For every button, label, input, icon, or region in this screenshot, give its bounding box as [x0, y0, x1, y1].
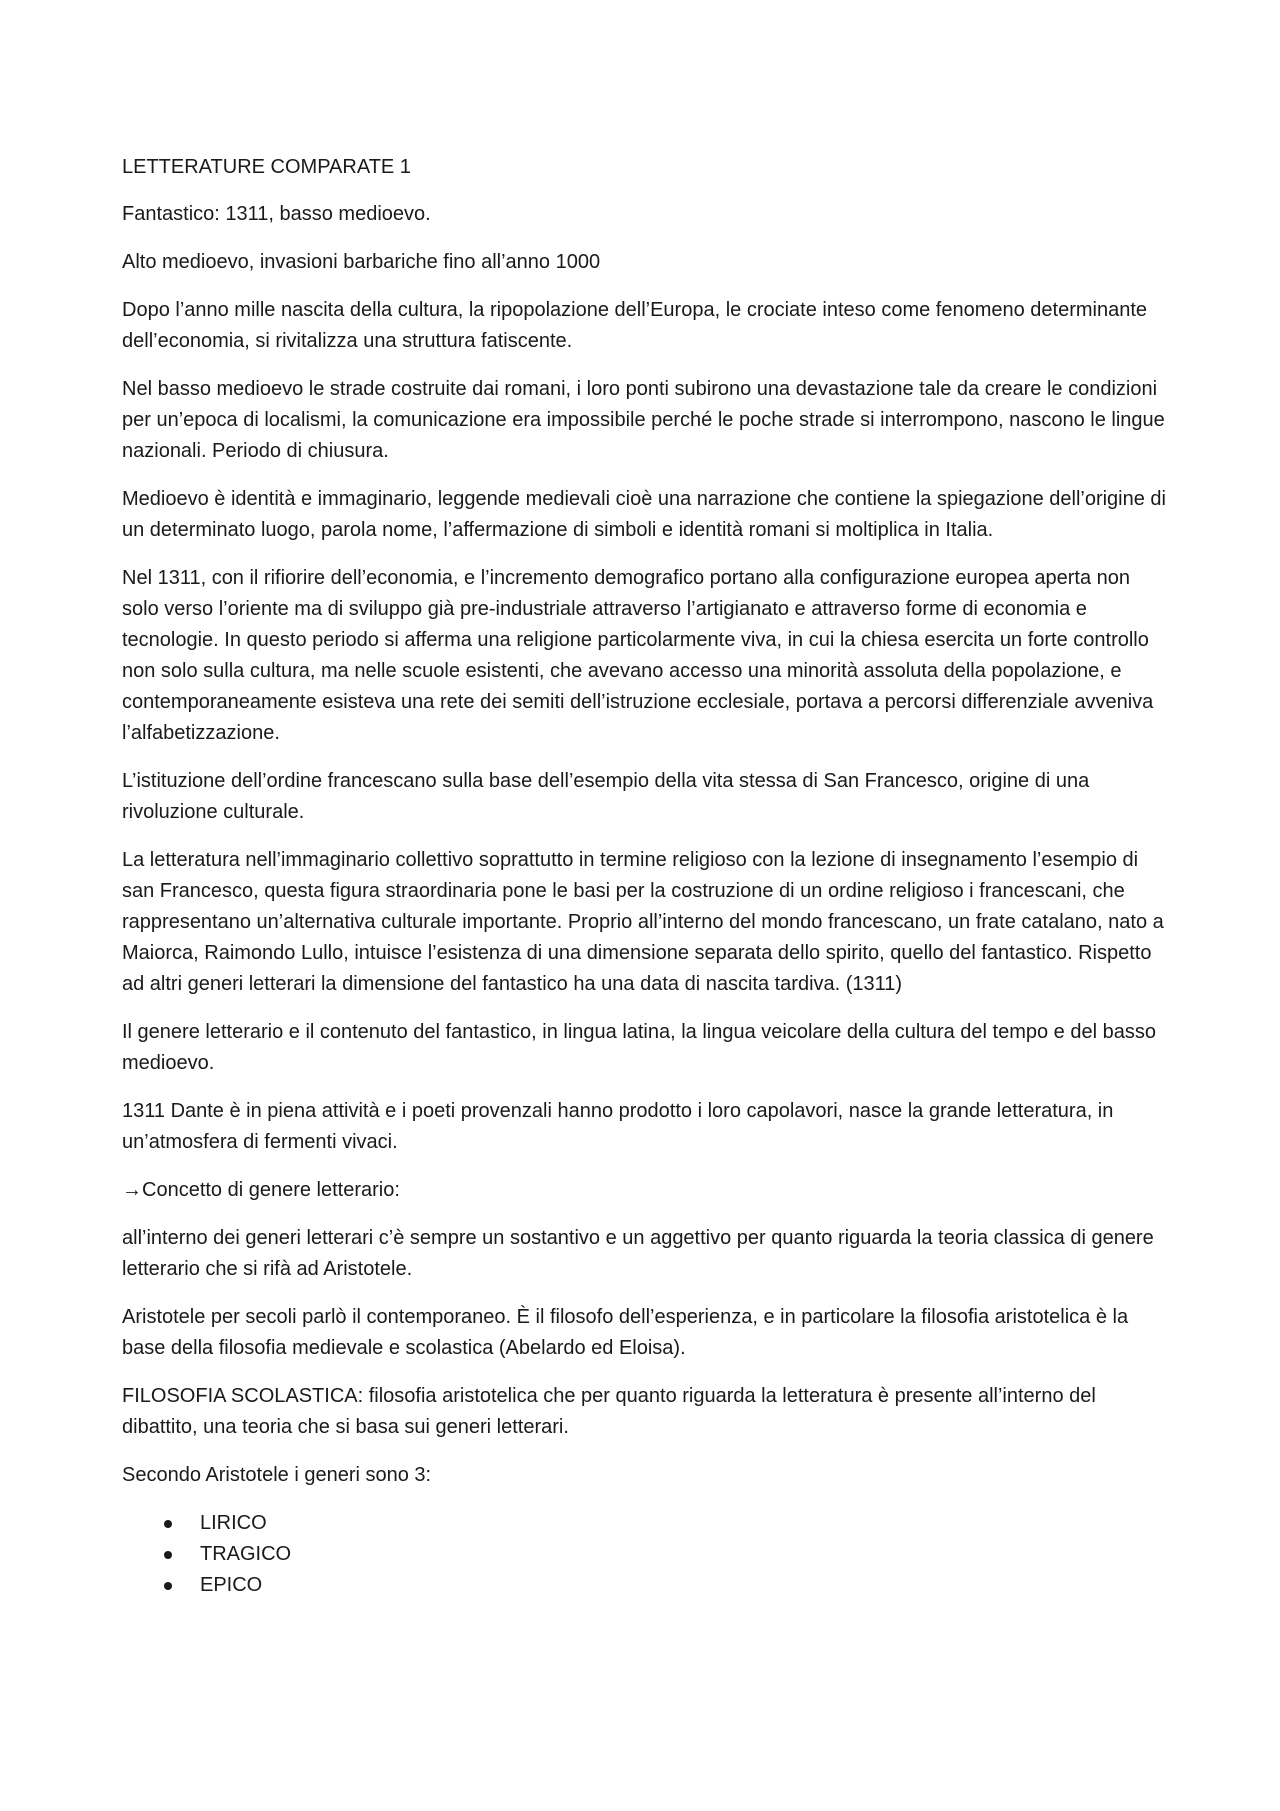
paragraph: Dopo l’anno mille nascita della cultura, la ripopolazione dell’Europa, le crociate inteso come fenomeno determinante dell’economia, si rivitalizza una struttura fatiscente.: [122, 299, 1148, 352]
document-body: [122, 152, 1172, 1601]
paragraph: Nel basso medioevo le strade costruite dai romani, i loro ponti subirono una devastazione tale da creare le condizioni per un’epoca di localismi, la comunicazione era impossibile perché le poche strade si interrompono, nascono le lingue nazionali. Periodo di chiusura.: [122, 378, 1165, 462]
genre-label: EPICO: [200, 1574, 263, 1596]
paragraph: Fantastico: 1311, basso medioevo.: [122, 203, 431, 225]
genre-list-item: [164, 1570, 1172, 1601]
paragraph: Nel 1311, con il rifiorire dell’economia, e l’incremento demografico portano alla configurazione europea aperta non solo verso l’oriente ma di sviluppo già pre-industriale attraverso l’artigianato e attraverso forme di economia e tecnologie. In questo periodo si afferma una religione particolarmente viva, in cui la chiesa esercita un forte controllo non solo sulla cultura, ma nelle scuole esistenti, che avevano accesso una minorità assoluta della popolazione, e contemporaneamente esisteva una rete dei semiti dell’istruzione ecclesiale, portava a percorsi differenziale avveniva l’alfabetizzazione.: [122, 567, 1154, 744]
bullet-icon: [164, 1551, 172, 1559]
bullet-icon: [164, 1582, 172, 1590]
genre-list-item: [164, 1508, 1172, 1539]
paragraph: Il genere letterario e il contenuto del fantastico, in lingua latina, la lingua veicolare della cultura del tempo e del basso medioevo.: [122, 1021, 1156, 1074]
document-title: LETTERATURE COMPARATE 1: [122, 156, 411, 178]
genre-label: TRAGICO: [200, 1543, 292, 1565]
paragraph: →Concetto di genere letterario:: [122, 1179, 400, 1201]
paragraph: Secondo Aristotele i generi sono 3:: [122, 1464, 432, 1486]
paragraph: all’interno dei generi letterari c’è sempre un sostantivo e un aggettivo per quanto riguarda la teoria classica di genere letterario che si rifà ad Aristotele.: [122, 1227, 1154, 1280]
genre-label: LIRICO: [200, 1512, 267, 1534]
genre-list-item: [164, 1539, 1172, 1570]
paragraph: FILOSOFIA SCOLASTICA: filosofia aristotelica che per quanto riguarda la letteratura è presente all’interno del dibattito, una teoria che si basa sui generi letterari.: [122, 1385, 1096, 1438]
bullet-icon: [164, 1520, 172, 1528]
genre-list: [122, 1508, 1172, 1601]
paragraph: 1311 Dante è in piena attività e i poeti provenzali hanno prodotto i loro capolavori, nasce la grande letteratura, in un’atmosfera di fermenti vivaci.: [122, 1100, 1114, 1153]
paragraph: Medioevo è identità e immaginario, leggende medievali cioè una narrazione che contiene la spiegazione dell’origine di un determinato luogo, parola nome, l’affermazione di simboli e identità romani si moltiplica in Italia.: [122, 488, 1166, 541]
paragraph: L’istituzione dell’ordine francescano sulla base dell’esempio della vita stessa di San Francesco, origine di una rivoluzione culturale.: [122, 770, 1090, 823]
paragraph: Alto medioevo, invasioni barbariche fino all’anno 1000: [122, 251, 601, 273]
paragraph: Aristotele per secoli parlò il contemporaneo. È il filosofo dell’esperienza, e in particolare la filosofia aristotelica è la base della filosofia medievale e scolastica (Abelardo ed Eloisa).: [122, 1306, 1129, 1359]
paragraph: La letteratura nell’immaginario collettivo soprattutto in termine religioso con la lezione di insegnamento l’esempio di san Francesco, questa figura straordinaria pone le basi per la costruzione di un ordine religioso i francescani, che rappresentano un’alternativa culturale importante. Proprio all’interno del mondo francescano, un frate catalano, nato a Maiorca, Raimondo Lullo, intuisce l’esistenza di una dimensione separata dello spirito, quello del fantastico. Rispetto ad altri generi letterari la dimensione del fantastico ha una data di nascita tardiva. (1311): [122, 849, 1164, 995]
